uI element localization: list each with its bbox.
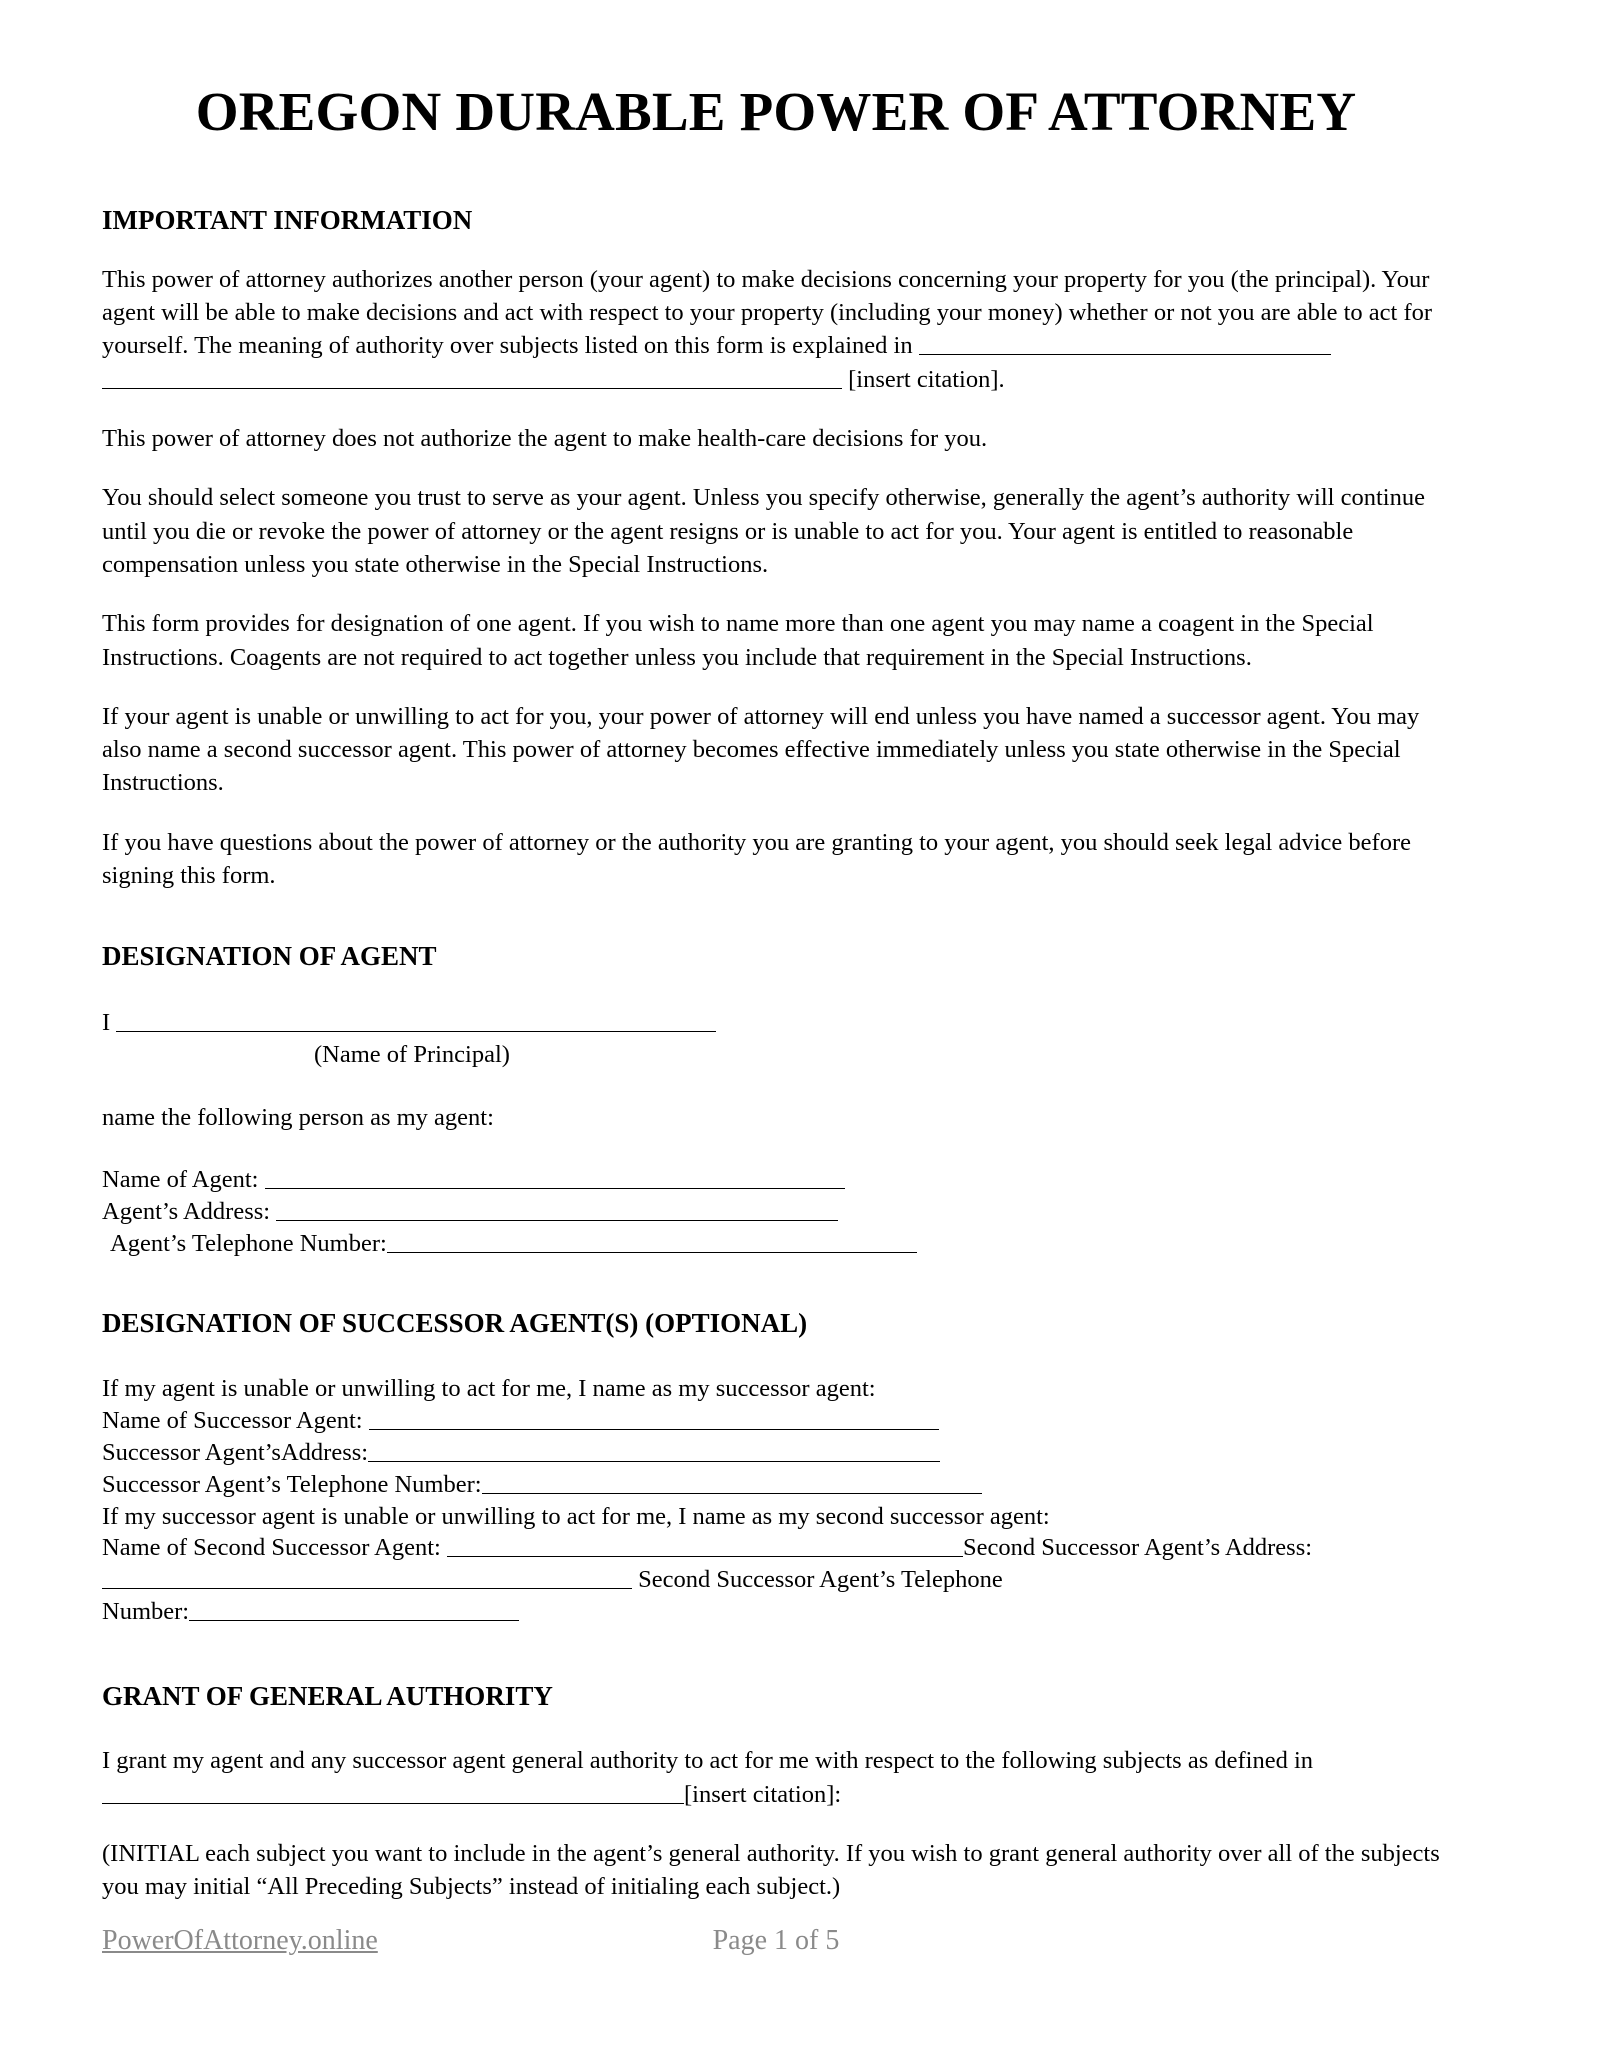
second-successor-intro-text: If my successor agent is unable or unwilling to act for me, I name as my second successor agent: [102,1502,1050,1530]
second-successor-number-field[interactable] [189,1598,519,1622]
grant-authority-paragraph-1-text: I grant my agent and any successor agent general authority to act for me with respect to the following subjects as defined in [102,1747,1314,1775]
citation-rule-2[interactable] [102,365,842,389]
successor-name-row [102,1405,1450,1437]
second-successor-address-row [102,1564,1450,1596]
second-successor-name-field[interactable] [447,1534,963,1558]
principal-i-prefix: I [102,1008,111,1036]
footer-page-number: Page 1 of 5 [712,1925,840,1956]
successor-name-label: Name of Successor Agent: [102,1407,363,1435]
section-heading-designation-of-agent: DESIGNATION OF AGENT [102,941,437,972]
successor-address-field[interactable] [368,1438,940,1462]
principal-name-row [102,1007,1450,1039]
important-info-paragraph-4: This form provides for designation of one agent. If you wish to name more than one agent you may name a coagent in the Special Instructions. Coagents are not required to act together unless you include that requirement in the Special Instructions. [102,610,1374,671]
successor-telephone-field[interactable] [482,1470,982,1494]
page-title: OREGON DURABLE POWER OF ATTORNEY [195,81,1357,142]
agent-telephone-row [102,1228,1450,1260]
second-successor-number-label: Number: [102,1598,190,1626]
successor-address-row [102,1437,1450,1469]
agent-address-field[interactable] [276,1197,838,1221]
important-info-paragraph-5: If your agent is unable or unwilling to act for you, your power of attorney will end unless you have named a successor agent. You may also name a second successor agent. This power of attorney becomes effective immediately unless you state otherwise in the Special Instructions. [102,702,1420,797]
agent-name-label: Name of Agent: [102,1165,259,1193]
second-successor-number-row [102,1596,1450,1628]
second-successor-address-field[interactable] [102,1566,632,1590]
successor-intro-text: If my agent is unable or unwilling to act for me, I name as my successor agent: [102,1374,876,1402]
important-info-paragraph-1-text: This power of attorney authorizes another person (your agent) to make decisions concerning your property for you (the principal). Your agent will be able to make decisions and act with respect to your property (including your money) whether or not you are able to act for yourself. The meaning of authority over subjects listed on this form is explained in [102,265,1433,360]
section-heading-grant-of-general-authority: GRANT OF GENERAL AUTHORITY [102,1680,553,1711]
second-successor-telephone-label: Second Successor Agent’s Telephone [638,1566,1003,1594]
insert-citation-note-2: [insert citation]: [684,1780,842,1808]
successor-telephone-row [102,1469,1450,1501]
agent-address-row [102,1196,1450,1228]
agent-name-row [102,1164,1450,1196]
successor-name-field[interactable] [369,1407,939,1431]
page-footer [102,1925,1450,1965]
successor-telephone-label: Successor Agent’s Telephone Number: [102,1470,482,1498]
agent-address-label: Agent’s Address: [102,1197,271,1225]
second-successor-address-label: Second Successor Agent’s Address: [962,1534,1313,1562]
important-info-paragraph-6: If you have questions about the power of attorney or the authority you are granting to your agent, you should seek legal advice before signing this form. [102,828,1411,890]
document-content [102,0,1450,1904]
section-heading-important-information: IMPORTANT INFORMATION [102,205,473,236]
important-info-paragraph-2: This power of attorney does not authorize the agent to make health-care decisions for you. [102,424,988,452]
grant-citation-rule[interactable] [102,1780,684,1804]
second-successor-name-row [102,1532,1450,1564]
grant-authority-paragraph-1 [102,1744,1450,1811]
name-following-person-text: name the following person as my agent: [102,1103,494,1131]
name-of-principal-note: (Name of Principal) [314,1040,510,1068]
agent-telephone-label: Agent’s Telephone Number: [110,1229,387,1257]
footer-website-link[interactable]: PowerOfAttorney.online [102,1925,378,1956]
agent-name-field[interactable] [265,1165,845,1189]
agent-telephone-field[interactable] [387,1229,917,1253]
insert-citation-note-1: [insert citation]. [848,365,1005,393]
important-info-paragraph-3: You should select someone you trust to serve as your agent. Unless you specify otherwise, generally the agent’s authority will continue until you die or revoke the power of attorney or the agent resigns or is unable to act for you. Your agent is entitled to reasonable compensation unless you state otherwise in the Special Instructions. [102,484,1425,578]
important-info-paragraph-1 [102,263,1450,396]
grant-authority-paragraph-2: (INITIAL each subject you want to include in the agent’s general authority. If you wish to grant general authority over all of the subjects you may initial “All Preceding Subjects” instead of initialing each subject.) [102,1839,1440,1901]
successor-address-label: Successor Agent’sAddress: [102,1438,369,1466]
principal-name-field[interactable] [116,1008,716,1032]
section-heading-designation-of-successor-agents: DESIGNATION OF SUCCESSOR AGENT(S) (OPTIONAL) [102,1308,808,1339]
second-successor-name-label: Name of Second Successor Agent: [102,1534,441,1562]
second-successor-intro-row [102,1501,1450,1533]
citation-rule-1[interactable] [919,332,1331,356]
